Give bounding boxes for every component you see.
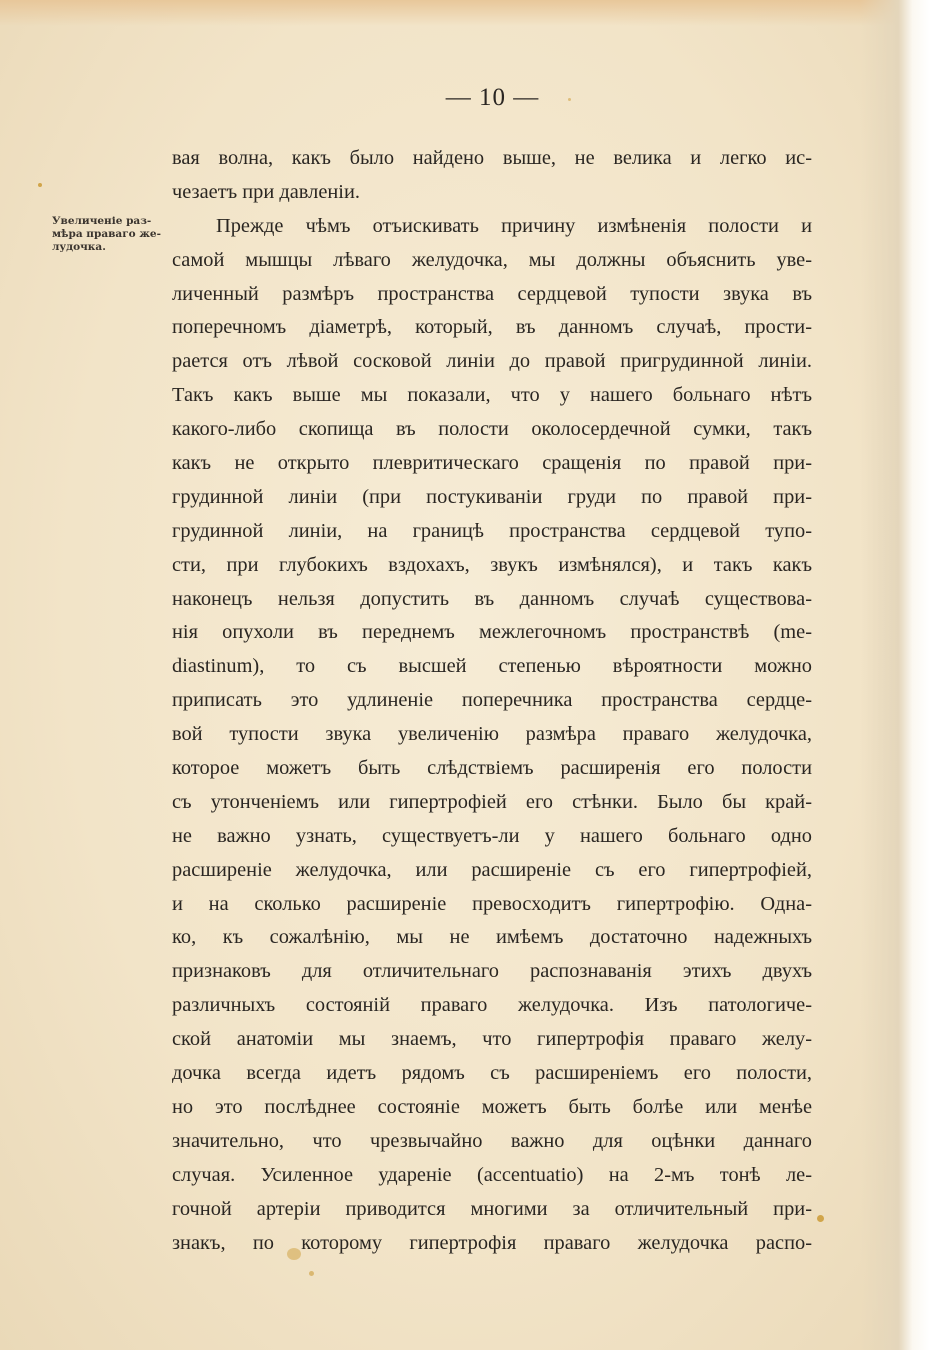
text-line: не важно узнать, существуетъ-ли у нашего больнаго одно bbox=[172, 824, 812, 847]
text-line: нія опухоли въ переднемъ межлегочномъ пространствѣ (me- bbox=[172, 621, 812, 644]
text-line: гочной артеріи приводится многими за отличительный при- bbox=[172, 1197, 812, 1220]
text-line: различныхъ состояній праваго желудочка. Изъ патологиче- bbox=[172, 994, 812, 1017]
page-top-edge bbox=[0, 0, 930, 26]
text-line: поперечномъ діаметрѣ, который, въ данномъ случаѣ, прости- bbox=[172, 316, 812, 339]
text-line: которое можетъ быть слѣдствіемъ расширенія его полости bbox=[172, 757, 812, 780]
text-line: Такъ какъ выше мы показали, что у нашего больнаго нѣтъ bbox=[172, 384, 812, 407]
foxing-spot bbox=[817, 1215, 824, 1222]
text-line: дочка всегда идетъ рядомъ съ расширеніемъ его полости, bbox=[172, 1062, 812, 1085]
text-line: значительно, что чрезвычайно важно для оцѣнки даннаго bbox=[172, 1129, 812, 1152]
page-gutter-shadow bbox=[860, 0, 930, 1350]
text-line: diastinum), то съ высшей степенью вѣроятности можно bbox=[172, 655, 812, 678]
text-line: но это послѣднее состояніе можетъ быть болѣе или менѣе bbox=[172, 1095, 812, 1118]
text-line: и на сколько расширеніе превосходитъ гипертрофію. Одна- bbox=[172, 892, 812, 915]
margin-note-line: мѣра праваго же- bbox=[52, 228, 161, 240]
foxing-spot bbox=[287, 1248, 301, 1260]
text-line: признаковъ для отличительнаго распознаванія этихъ двухъ bbox=[172, 960, 812, 983]
text-line: расширеніе желудочка, или расширеніе съ его гипертрофіей, bbox=[172, 858, 812, 881]
foxing-spot bbox=[568, 98, 571, 101]
text-line: какого-либо скопища въ полости околосердечной сумки, такъ bbox=[172, 418, 812, 441]
page-number: — 10 — bbox=[445, 84, 540, 111]
text-line: сти, при глубокихъ вздохахъ, звукъ измѣнялся), и такъ какъ bbox=[172, 553, 812, 576]
text-line: грудинной линіи, на границѣ пространства сердцевой тупо- bbox=[172, 519, 812, 542]
margin-note-line: лудочка. bbox=[52, 241, 106, 253]
text-line: случая. Усиленное удареніе (accentuatio) на 2-мъ тонѣ ле- bbox=[172, 1163, 812, 1186]
text-line: вая волна, какъ было найдено выше, не велика и легко ис- bbox=[172, 147, 812, 169]
body-text bbox=[172, 142, 812, 1260]
text-line: наконецъ нельзя допустить въ данномъ случаѣ существова- bbox=[172, 587, 812, 610]
margin-note-line: Увеличеніе раз- bbox=[52, 215, 152, 227]
text-line: знакъ, по которому гипертрофія праваго желудочка распо- bbox=[172, 1231, 812, 1254]
text-line: Прежде чѣмъ отъискивать причину измѣненія полости и bbox=[216, 214, 812, 237]
foxing-spot bbox=[38, 183, 42, 187]
text-line: ской анатоміи мы знаемъ, что гипертрофія праваго желу- bbox=[172, 1028, 812, 1051]
text-line: самой мышцы лѣваго желудочка, мы должны объяснить уве- bbox=[172, 248, 812, 271]
text-line: какъ не открыто плевритическаго сращенія по правой при- bbox=[172, 452, 812, 475]
text-line: чезаетъ при давленіи. bbox=[172, 180, 360, 203]
text-line: съ утонченіемъ или гипертрофіей его стѣнки. Было бы край- bbox=[172, 790, 812, 813]
text-line: ко, къ сожалѣнію, мы не имѣемъ достаточно надежныхъ bbox=[172, 926, 812, 949]
text-line: грудинной линіи (при постукиваніи груди по правой при- bbox=[172, 485, 812, 508]
text-line: приписать это удлиненіе поперечника пространства сердце- bbox=[172, 689, 812, 712]
text-line: рается отъ лѣвой сосковой линіи до правой пригрудинной линіи. bbox=[172, 350, 812, 373]
text-line: вой тупости звука увеличенію размѣра праваго желудочка, bbox=[172, 723, 812, 746]
foxing-spot bbox=[309, 1271, 314, 1276]
margin-note bbox=[52, 215, 170, 254]
text-line: личенный размѣръ пространства сердцевой тупости звука въ bbox=[172, 282, 812, 305]
